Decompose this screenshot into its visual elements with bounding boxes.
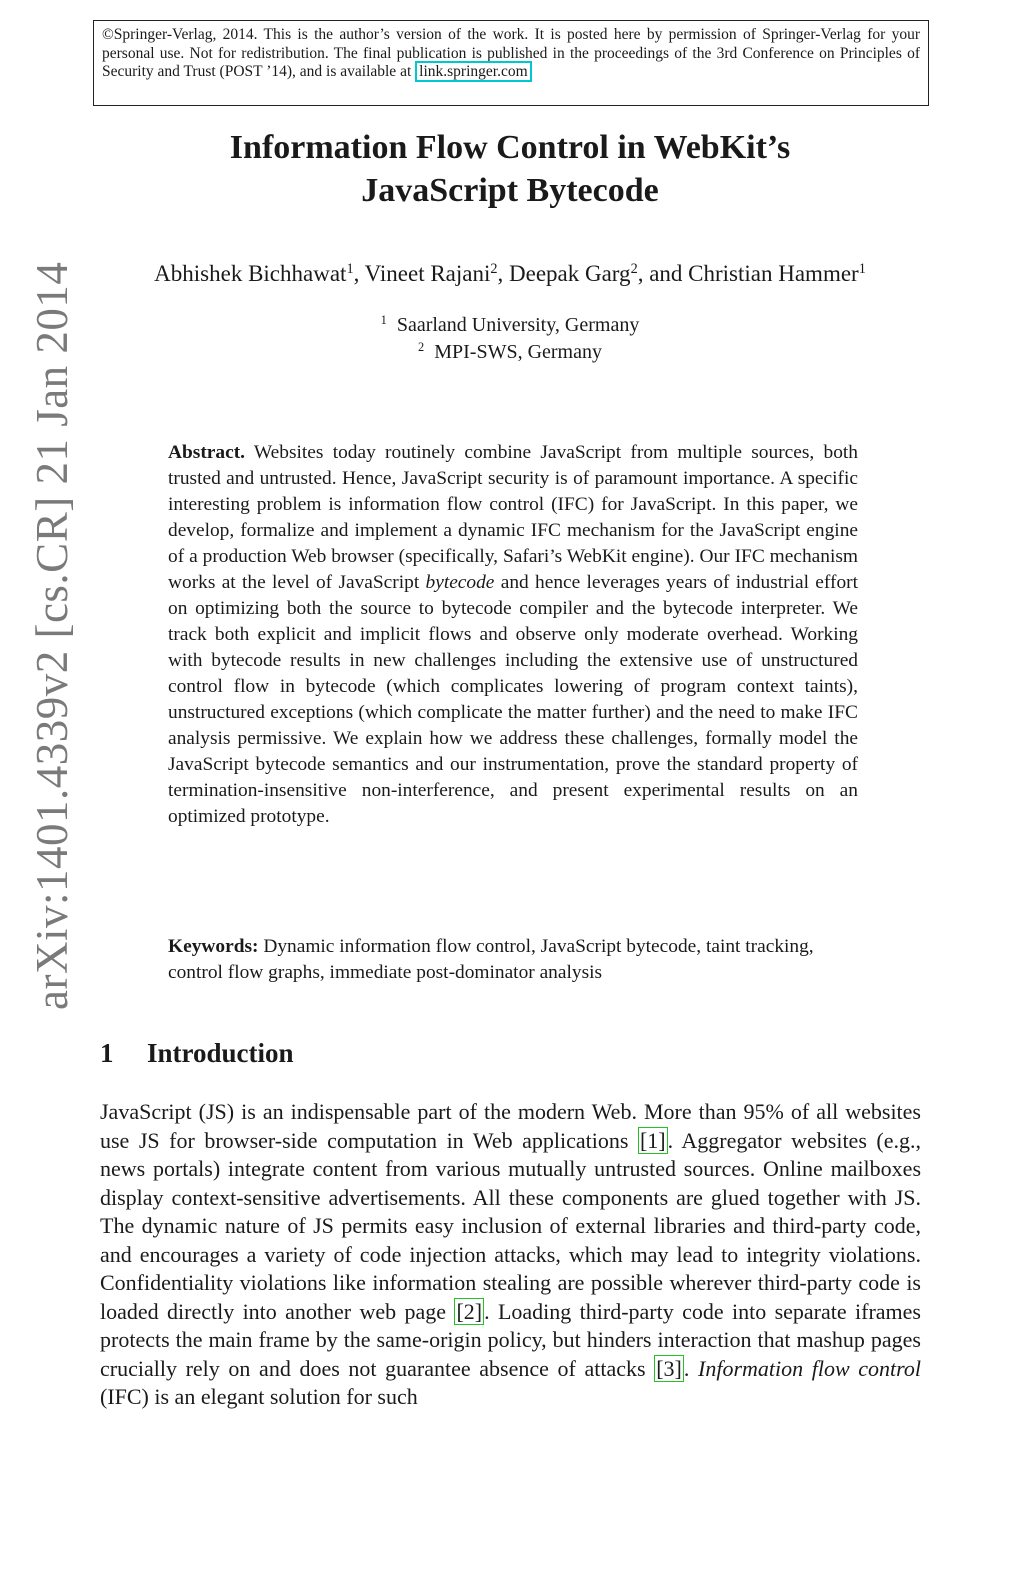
section-number: 1: [100, 1038, 114, 1068]
affiliation-name: Saarland University, Germany: [396, 314, 640, 336]
title-line-2: JavaScript Bytecode: [361, 172, 659, 209]
affiliation-number: 2: [418, 339, 425, 354]
affiliation-name: MPI-SWS, Germany: [434, 340, 602, 363]
affiliation: [100, 312, 920, 339]
affiliation-number: 1: [380, 313, 387, 328]
abstract-text-1: Websites today routinely combine JavaScript from multiple sources, both trusted and untrusted. Hence, JavaScript security is of paramount importance. A specific interesting problem is information flow control (IFC) for JavaScript. In this paper, we develop, formalize and implement a dynamic IFC mechanism for the JavaScript engine of a production Web browser (specifically, Safari’s WebKit engine). Our IFC mechanism works at the level of JavaScript: [168, 442, 858, 593]
citation-link[interactable]: [1]: [639, 1127, 666, 1153]
intro-text: .: [683, 1355, 698, 1381]
abstract-text-2: and hence leverages years of industrial effort on optimizing both the source to bytecode compiler and the bytecode interpreter. We track both explicit and implicit flows and observe only moderate overhead. Working with bytecode results in new challenges including the extensive use of unstructured control flow in bytecode (which complicates lowering of program context taints), unstructured exceptions (which complicate the matter further) and the need to make IFC analysis permissive. We explain how we address these challenges, formally model the JavaScript bytecode semantics and our instrumentation, prove the standard property of termination-insensitive non-interference, and present experimental results on an optimized prototype.: [168, 572, 858, 827]
affiliation-list: [100, 312, 920, 365]
copyright-text: ©Springer-Verlag, 2014. This is the author’s version of the work. It is posted here by permission of Springer-Verlag for your personal use. Not for redistribution. The final publication is published in the proceedings of the 3rd Conference on Principles of Security and Trust (POST ’14), and is available at: [102, 26, 920, 81]
citation-link[interactable]: [3]: [656, 1355, 682, 1381]
intro-text: . Loading third-party code into separate iframes protects the main frame by the same-origin policy, but hinders interaction that mashup pages crucially rely on and does not guarantee absence of attacks: [100, 1298, 921, 1381]
springer-link[interactable]: link.springer.com: [415, 61, 532, 82]
author-separator: , and: [637, 261, 689, 286]
keywords-text: Dynamic information flow control, JavaScript bytecode, taint tracking, control flow graphs, immediate post-dominator analysis: [168, 936, 814, 983]
keywords-label: Keywords:: [168, 936, 259, 957]
author-list: [100, 259, 920, 289]
paper-title: [100, 126, 920, 212]
intro-text: (IFC) is an elegant solution for such: [100, 1384, 418, 1409]
author-name: Abhishek Bichhawat: [154, 261, 347, 286]
intro-text: . Aggregator websites (e.g., news portals) integrate content from various mutually untrusted sources. Online mailboxes display context-sensitive advertisements. All these components are glued together with JS. The dynamic nature of JS permits easy inclusion of external libraries and third-party code, and encourages a variety of code injection attacks, which may lead to integrity violations. Confidentiality violations like information stealing are possible wherever third-party code is loaded directly into another web page: [100, 1127, 921, 1324]
abstract-label: Abstract.: [168, 442, 246, 463]
author-separator: ,: [353, 261, 365, 286]
keywords: [168, 934, 868, 986]
author-affiliation-mark: 2: [630, 261, 638, 278]
citation-link[interactable]: [2]: [456, 1298, 483, 1324]
title-line-1: Information Flow Control in WebKit’s: [229, 129, 791, 166]
author-separator: ,: [497, 261, 509, 286]
introduction-paragraph: [100, 1098, 921, 1412]
author-affiliation-mark: 1: [346, 261, 354, 278]
affiliation: [100, 339, 920, 366]
copyright-notice: [93, 20, 929, 106]
author-name: Christian Hammer: [688, 261, 859, 286]
intro-text: JavaScript (JS) is an indispensable part of the modern Web. More than 95% of all websites use JS for browser-side computation in Web applications: [100, 1099, 921, 1153]
arxiv-stamp: arXiv:1401.4339v2 [cs.CR] 21 Jan 2014: [27, 261, 77, 1010]
author-name: Deepak Garg: [509, 261, 631, 286]
intro-emphasis: Information flow control: [698, 1355, 922, 1381]
section-title: Introduction: [147, 1038, 294, 1068]
author-name: Vineet Rajani: [364, 261, 491, 286]
abstract-emphasis: bytecode: [425, 572, 495, 593]
section-heading: [100, 1035, 294, 1071]
author-affiliation-mark: 1: [858, 261, 866, 278]
author-affiliation-mark: 2: [490, 261, 498, 278]
abstract: [168, 440, 858, 830]
